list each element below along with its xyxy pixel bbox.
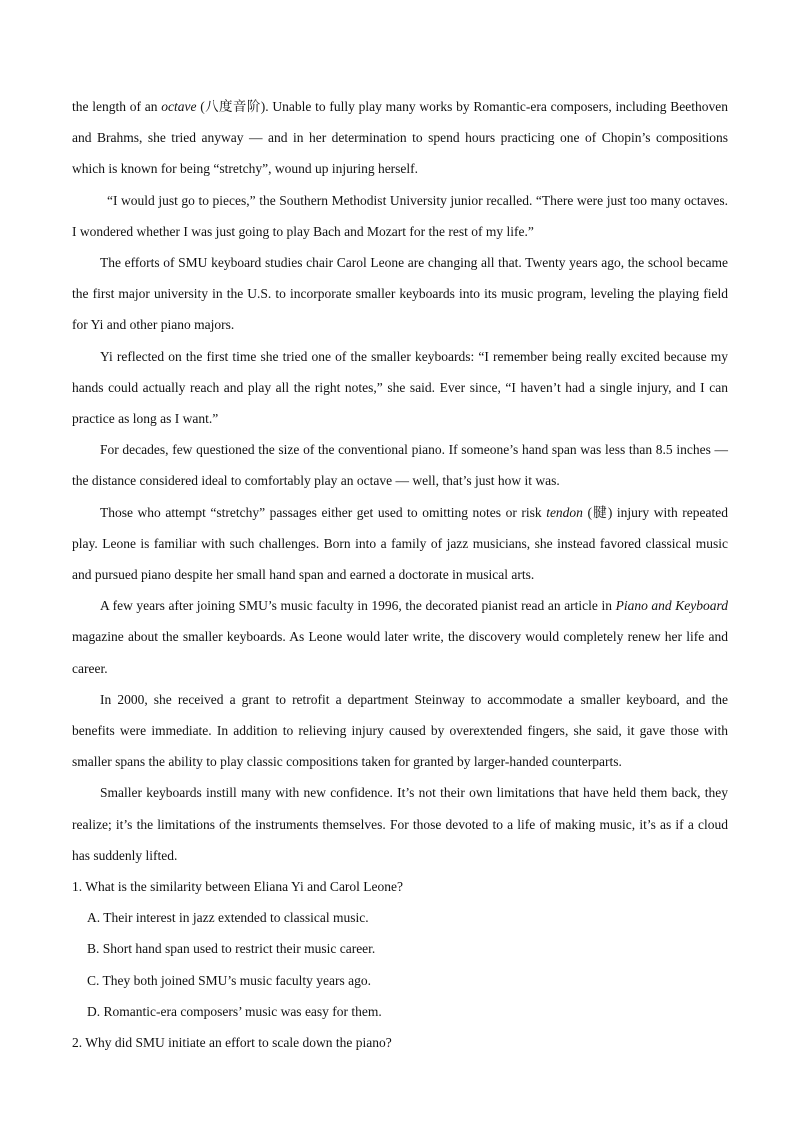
paragraph-6-term: tendon xyxy=(546,504,583,520)
paragraph-8: In 2000, she received a grant to retrofit a department Steinway to accommodate a smaller keyboard, and the benefits were immediate. In addition to relieving injury caused by overextended fingers, she said, it gave those with smaller spans the ability to play classic compositions taken for granted by larger-handed counterparts. xyxy=(72,691,728,770)
article-body xyxy=(72,91,728,1058)
paragraph-2: “I would just go to pieces,” the Southern Methodist University junior recalled. “There were just too many octaves. I wondered whether I was just going to play Bach and Mozart for the rest of my life.” xyxy=(72,192,728,239)
question-2 xyxy=(72,1027,728,1058)
question-2-stem: 2. Why did SMU initiate an effort to scale down the piano? xyxy=(72,1035,392,1051)
paragraph-7-magazine-title: Piano and Keyboard xyxy=(615,598,728,614)
paragraph-7-text-a: A few years after joining SMU’s music faculty in 1996, the decorated pianist read an article in xyxy=(100,598,616,614)
question-1-option-d: D. Romantic-era composers’ music was easy for them. xyxy=(87,1003,382,1019)
paragraph-6 xyxy=(72,497,728,591)
paragraph-9: Smaller keyboards instill many with new confidence. It’s not their own limitations that have held them back, they realize; it’s the limitations of the instruments themselves. For those devoted to a life of making music, it’s as if a cloud has suddenly lifted. xyxy=(72,785,728,863)
question-1-option-a: A. Their interest in jazz extended to classical music. xyxy=(87,910,369,926)
question-1-stem: 1. What is the similarity between Eliana Yi and Carol Leone? xyxy=(72,879,404,895)
paragraph-1-text-b: (八度音阶). Unable to fully play many works by Romantic-era composers, including Beethoven and Brahms, she tried anyway — and in her determination to spend hours practicing one of Chopin’s compositions which is known for being “stretchy”, wound up injuring herself. xyxy=(72,99,728,177)
paragraph-1-term: octave xyxy=(161,99,197,114)
question-1-option-b: B. Short hand span used to restrict their music career. xyxy=(87,941,376,957)
paragraph-4: Yi reflected on the first time she tried one of the smaller keyboards: “I remember being really excited because my hands could actually reach and play all the right notes,” she said. Ever since, “I haven’t had a single injury, and I can practice as long as I want.” xyxy=(72,348,728,427)
paragraph-3: The efforts of SMU keyboard studies chair Carol Leone are changing all that. Twenty years ago, the school became the first major university in the U.S. to incorporate smaller keyboards into its music program, leveling the playing field for Yi and other piano majors. xyxy=(72,255,728,333)
paragraph-7 xyxy=(72,590,728,684)
question-1-option-c: C. They both joined SMU’s music faculty years ago. xyxy=(87,972,371,988)
paragraph-5: For decades, few questioned the size of the conventional piano. If someone’s hand span was less than 8.5 inches — the distance considered ideal to comfortably play an octave — well, that’s just how it was. xyxy=(72,442,728,489)
paragraph-6-text-b: (腱) injury with repeated play. Leone is familiar with such challenges. Born into a family of jazz musicians, she instead favored classical music and pursued piano despite her small hand span and earned a doctorate in musical arts. xyxy=(72,504,729,583)
paragraph-1 xyxy=(72,91,728,185)
paragraph-1-text-a: the length of an xyxy=(72,99,162,114)
paragraph-6-text-a: Those who attempt “stretchy” passages either get used to omitting notes or risk xyxy=(100,504,547,520)
question-1 xyxy=(72,871,728,1027)
paragraph-7-text-b: magazine about the smaller keyboards. As Leone would later write, the discovery would completely renew her life and career. xyxy=(72,629,728,676)
